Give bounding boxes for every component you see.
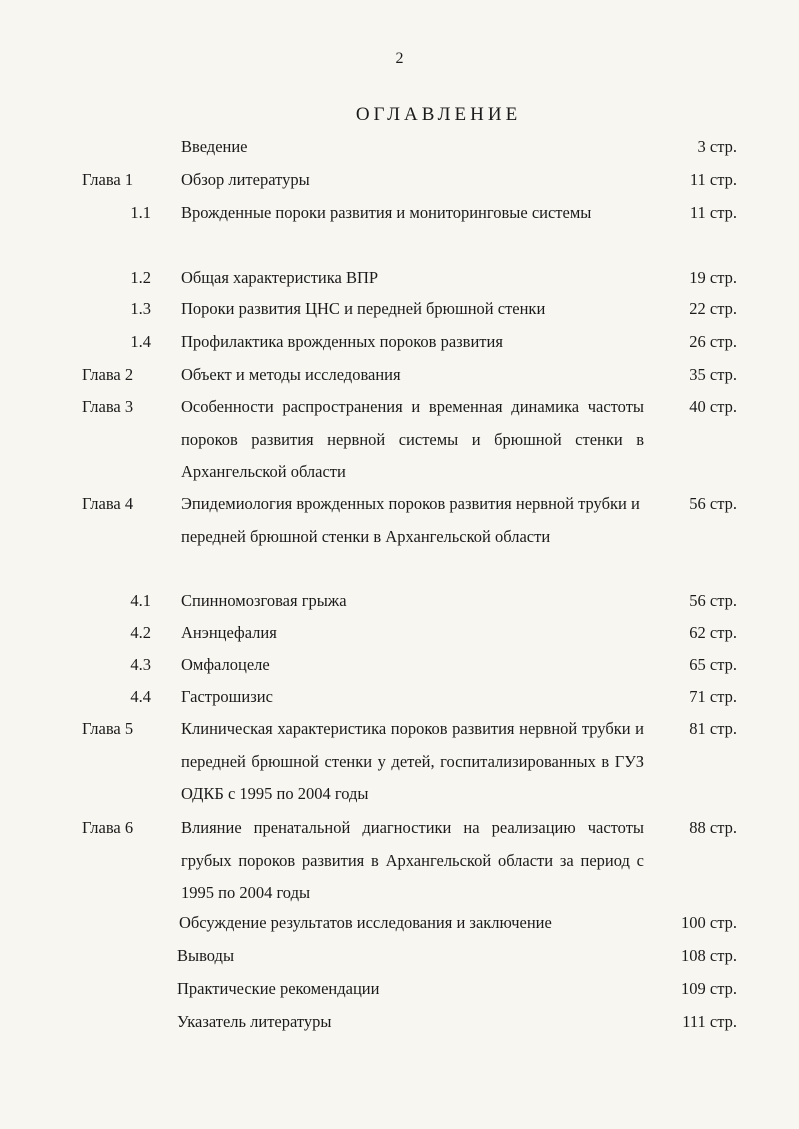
toc-entry-title: Профилактика врожденных пороков развития bbox=[181, 332, 503, 351]
toc-entry-label: 1.2 bbox=[130, 268, 151, 287]
toc-entry-label: Глава 4 bbox=[82, 494, 134, 513]
toc-entry-title: Врожденные пороки развития и мониторинговые системы bbox=[181, 203, 592, 222]
toc-entry-label: 4.1 bbox=[130, 591, 151, 610]
toc-entry-label: 4.3 bbox=[130, 655, 151, 674]
toc-entry-page: 56 стр. bbox=[689, 494, 737, 513]
toc-entry-title: Омфалоцеле bbox=[181, 655, 270, 674]
toc-entry-title: Клиническая характеристика пороков развития нервной трубки и передней брюшной стенки у детей, госпитализированных в ГУЗ ОДКБ с 1995 по 2004 годы bbox=[181, 719, 644, 803]
toc-entry-page: 35 стр. bbox=[689, 365, 737, 384]
toc-entry-title: Обзор литературы bbox=[181, 170, 310, 189]
toc-entry-page: 11 стр. bbox=[689, 203, 737, 222]
toc-entry-page: 40 стр. bbox=[689, 397, 737, 416]
toc-entry-label: Глава 1 bbox=[82, 170, 134, 189]
toc-entry-page: 62 стр. bbox=[689, 623, 737, 642]
toc-entry-label: Глава 3 bbox=[82, 397, 134, 416]
toc-entry-page: 88 стр. bbox=[689, 818, 737, 837]
toc-entry-title: Гастрошизис bbox=[181, 687, 273, 706]
page-title: ОГЛАВЛЕНИЕ bbox=[355, 104, 522, 125]
toc-entry-title: Эпидемиология врожденных пороков развития нервной трубки и передней брюшной стенки в Архангельской области bbox=[181, 494, 640, 546]
toc-entry-page: 56 стр. bbox=[689, 591, 737, 610]
toc-entry-label: 4.4 bbox=[130, 687, 151, 706]
toc-entry-page: 19 стр. bbox=[689, 268, 737, 287]
toc-entry-title: Пороки развития ЦНС и передней брюшной стенки bbox=[181, 299, 546, 318]
toc-entry-title: Объект и методы исследования bbox=[181, 365, 401, 384]
toc-entry-page: 26 стр. bbox=[689, 332, 737, 351]
page-number: 2 bbox=[395, 50, 404, 67]
toc-entry-page: 11 стр. bbox=[689, 170, 737, 189]
toc-entry-label: Глава 2 bbox=[82, 365, 134, 384]
toc-entry-page: 71 стр. bbox=[689, 687, 737, 706]
toc-entry-title: Особенности распространения и временная динамика частоты пороков развития нервной системы и брюшной стенки в Архангельской области bbox=[181, 397, 644, 481]
toc-entry-label: 4.2 bbox=[130, 623, 151, 642]
toc-entry-title: Указатель литературы bbox=[177, 1012, 332, 1031]
toc-entry-label: Глава 6 bbox=[82, 818, 134, 837]
toc-entry-title: Анэнцефалия bbox=[181, 623, 277, 642]
toc-entry-page: 65 стр. bbox=[689, 655, 737, 674]
toc-entry-page: 22 стр. bbox=[689, 299, 737, 318]
toc-entry-title: Влияние пренатальной диагностики на реализацию частоты грубых пороков развития в Архангельской области за период с 1995 по 2004 годы bbox=[181, 818, 644, 902]
toc-entry-label: Глава 5 bbox=[82, 719, 134, 738]
toc-entry-title: Спинномозговая грыжа bbox=[181, 591, 347, 610]
toc-entry-title: Практические рекомендации bbox=[177, 979, 380, 998]
toc-entry-title: Обсуждение результатов исследования и заключение bbox=[179, 913, 552, 932]
toc-entry-title: Введение bbox=[181, 137, 248, 156]
toc-entry-page: 3 стр. bbox=[697, 137, 737, 156]
toc-entry-page: 108 стр. bbox=[681, 946, 737, 965]
toc-entry-page: 109 стр. bbox=[681, 979, 737, 998]
toc-entry-label: 1.1 bbox=[130, 203, 151, 222]
toc-entry-page: 81 стр. bbox=[689, 719, 737, 738]
toc-entry-label: 1.3 bbox=[130, 299, 151, 318]
toc-entry-page: 100 стр. bbox=[681, 913, 737, 932]
toc-entry-title: Общая характеристика ВПР bbox=[181, 268, 379, 287]
toc-entry-title: Выводы bbox=[177, 946, 235, 965]
toc-entry-label: 1.4 bbox=[130, 332, 151, 351]
toc-entry-page: 111 стр. bbox=[682, 1012, 737, 1031]
